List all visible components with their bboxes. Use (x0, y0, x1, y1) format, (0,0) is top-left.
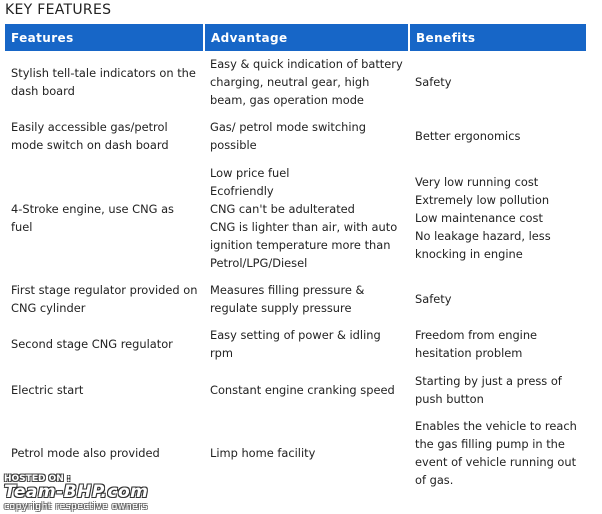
advantage-cell (204, 277, 409, 321)
table-body (5, 51, 586, 493)
advantage-cell-line: beam, gas operation mode (210, 93, 364, 107)
feature-cell-line: mode switch on dash board (11, 138, 169, 152)
benefit-cell-line: Freedom from engine (415, 328, 538, 342)
feature-cell-line: Electric start (11, 383, 84, 397)
header-features: Features (5, 24, 204, 51)
benefit-cell (409, 159, 586, 277)
feature-cell (5, 367, 204, 413)
feature-cell-line: Petrol mode also provided (11, 446, 160, 460)
benefit-cell-line: the gas filling pump in the (415, 437, 565, 451)
watermark-hosted-label: HOSTED ON : (4, 474, 71, 484)
benefit-cell-line: of gas. (415, 473, 454, 487)
advantage-cell-line: ignition temperature more than (210, 238, 391, 252)
advantage-cell (204, 113, 409, 159)
benefit-cell (409, 367, 586, 413)
advantage-cell-line: Measures filling pressure & (210, 283, 365, 297)
benefit-cell-line: Extremely low pollution (415, 193, 550, 207)
features-table (5, 24, 586, 493)
watermark (4, 474, 204, 514)
advantage-cell (204, 367, 409, 413)
advantage-cell (204, 321, 409, 367)
advantage-cell (204, 413, 409, 493)
benefit-cell (409, 277, 586, 321)
advantage-cell-line: CNG can't be adulterated (210, 202, 355, 216)
feature-cell-line: Easily accessible gas/petrol (11, 120, 168, 134)
advantage-cell-line: Petrol/LPG/Diesel (210, 256, 308, 270)
feature-cell-line: Second stage CNG regulator (11, 337, 173, 351)
benefit-cell-line: Safety (415, 75, 452, 89)
header-advantage: Advantage (204, 24, 409, 51)
table-row (5, 113, 586, 159)
feature-cell (5, 51, 204, 113)
advantage-cell-line: Easy & quick indication of battery (210, 57, 403, 71)
advantage-cell (204, 159, 409, 277)
feature-cell-line: CNG cylinder (11, 301, 86, 315)
advantage-cell (204, 51, 409, 113)
feature-cell-line: fuel (11, 220, 33, 234)
advantage-cell-line: Easy setting of power & idling (210, 328, 381, 342)
feature-cell (5, 321, 204, 367)
page-title: KEY FEATURES (5, 2, 112, 18)
benefit-cell (409, 413, 586, 493)
feature-cell-line: dash board (11, 84, 75, 98)
benefit-cell-line: event of vehicle running out (415, 455, 577, 469)
advantage-cell-line: Limp home facility (210, 446, 316, 460)
watermark-logo: Team-BHP.com (4, 482, 149, 502)
feature-cell (5, 277, 204, 321)
feature-cell-line: Stylish tell-tale indicators on the (11, 66, 196, 80)
advantage-cell-line: Low price fuel (210, 166, 290, 180)
table-header-row (5, 24, 586, 51)
advantage-cell-line: rpm (210, 346, 234, 360)
table-row (5, 159, 586, 277)
table-row (5, 277, 586, 321)
benefit-cell-line: Safety (415, 292, 452, 306)
advantage-cell-line: Gas/ petrol mode switching (210, 120, 366, 134)
table-row (5, 367, 586, 413)
table-row (5, 321, 586, 367)
watermark-copyright: copyright respective owners (4, 502, 148, 512)
feature-cell-line: 4-Stroke engine, use CNG as (11, 202, 174, 216)
benefit-cell-line: hesitation problem (415, 346, 523, 360)
benefit-cell-line: push button (415, 392, 484, 406)
benefit-cell (409, 321, 586, 367)
benefit-cell-line: knocking in engine (415, 247, 523, 261)
advantage-cell-line: regulate supply pressure (210, 301, 352, 315)
advantage-cell-line: CNG is lighter than air, with auto (210, 220, 398, 234)
feature-cell (5, 159, 204, 277)
benefit-cell-line: Better ergonomics (415, 129, 521, 143)
advantage-cell-line: charging, neutral gear, high (210, 75, 370, 89)
benefit-cell-line: Starting by just a press of (415, 374, 562, 388)
advantage-cell-line: possible (210, 138, 257, 152)
table-row (5, 51, 586, 113)
benefit-cell-line: No leakage hazard, less (415, 229, 551, 243)
feature-cell (5, 113, 204, 159)
benefit-cell (409, 51, 586, 113)
header-benefits: Benefits (409, 24, 586, 51)
benefit-cell-line: Enables the vehicle to reach (415, 419, 577, 433)
feature-cell-line: First stage regulator provided on (11, 283, 198, 297)
benefit-cell (409, 113, 586, 159)
benefit-cell-line: Very low running cost (415, 175, 539, 189)
advantage-cell-line: Ecofriendly (210, 184, 274, 198)
benefit-cell-line: Low maintenance cost (415, 211, 543, 225)
advantage-cell-line: Constant engine cranking speed (210, 383, 395, 397)
